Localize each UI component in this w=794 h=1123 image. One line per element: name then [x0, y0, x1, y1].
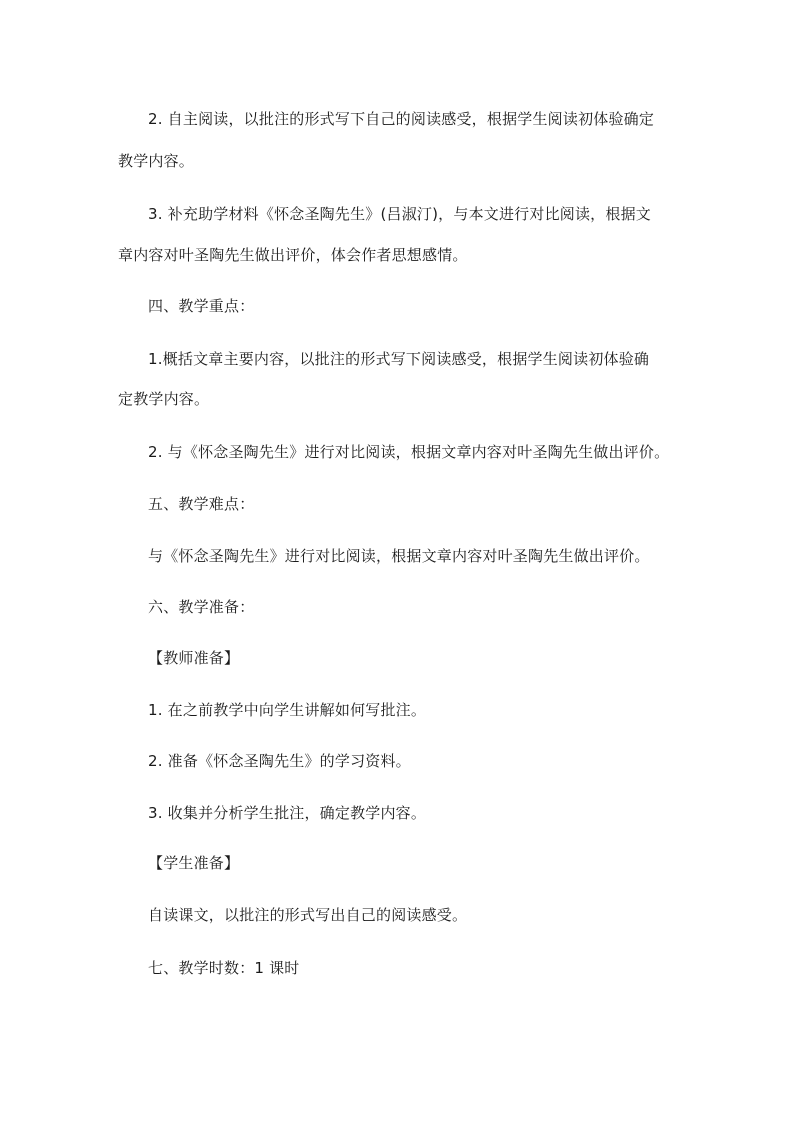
section-heading-difficulties: 五、教学难点：: [148, 495, 255, 513]
paragraph-self-reading-line-1: 2. 自主阅读，以批注的形式写下自己的阅读感受，根据学生阅读初体验确定: [148, 110, 655, 128]
teacher-preparation-heading: 【教师准备】: [148, 649, 240, 667]
student-preparation-heading: 【学生准备】: [148, 854, 240, 872]
section-heading-class-hours: 七、教学时数：1 课时: [148, 959, 300, 977]
section-heading-preparation: 六、教学准备：: [148, 598, 255, 616]
difficulty-text: 与《怀念圣陶先生》进行对比阅读，根据文章内容对叶圣陶先生做出评价。: [148, 547, 650, 565]
student-prep-text: 自读课文，以批注的形式写出自己的阅读感受。: [148, 906, 468, 924]
key-point-1-line-2: 定教学内容。: [118, 390, 210, 408]
teacher-prep-item-3: 3. 收集并分析学生批注，确定教学内容。: [148, 804, 427, 822]
paragraph-supplement-line-1: 3. 补充助学材料《怀念圣陶先生》(吕淑汀)，与本文进行对比阅读，根据文: [148, 205, 651, 223]
paragraph-self-reading-line-2: 教学内容。: [118, 152, 195, 170]
teacher-prep-item-1: 1. 在之前教学中向学生讲解如何写批注。: [148, 701, 427, 719]
section-heading-key-points: 四、教学重点：: [148, 297, 255, 315]
teacher-prep-item-2: 2. 准备《怀念圣陶先生》的学习资料。: [148, 752, 411, 770]
paragraph-supplement-line-2: 章内容对叶圣陶先生做出评价，体会作者思想感情。: [118, 246, 468, 264]
key-point-1-line-1: 1.概括文章主要内容，以批注的形式写下阅读感受，根据学生阅读初体验确: [148, 350, 650, 368]
key-point-2: 2. 与《怀念圣陶先生》进行对比阅读，根据文章内容对叶圣陶先生做出评价。: [148, 443, 670, 461]
